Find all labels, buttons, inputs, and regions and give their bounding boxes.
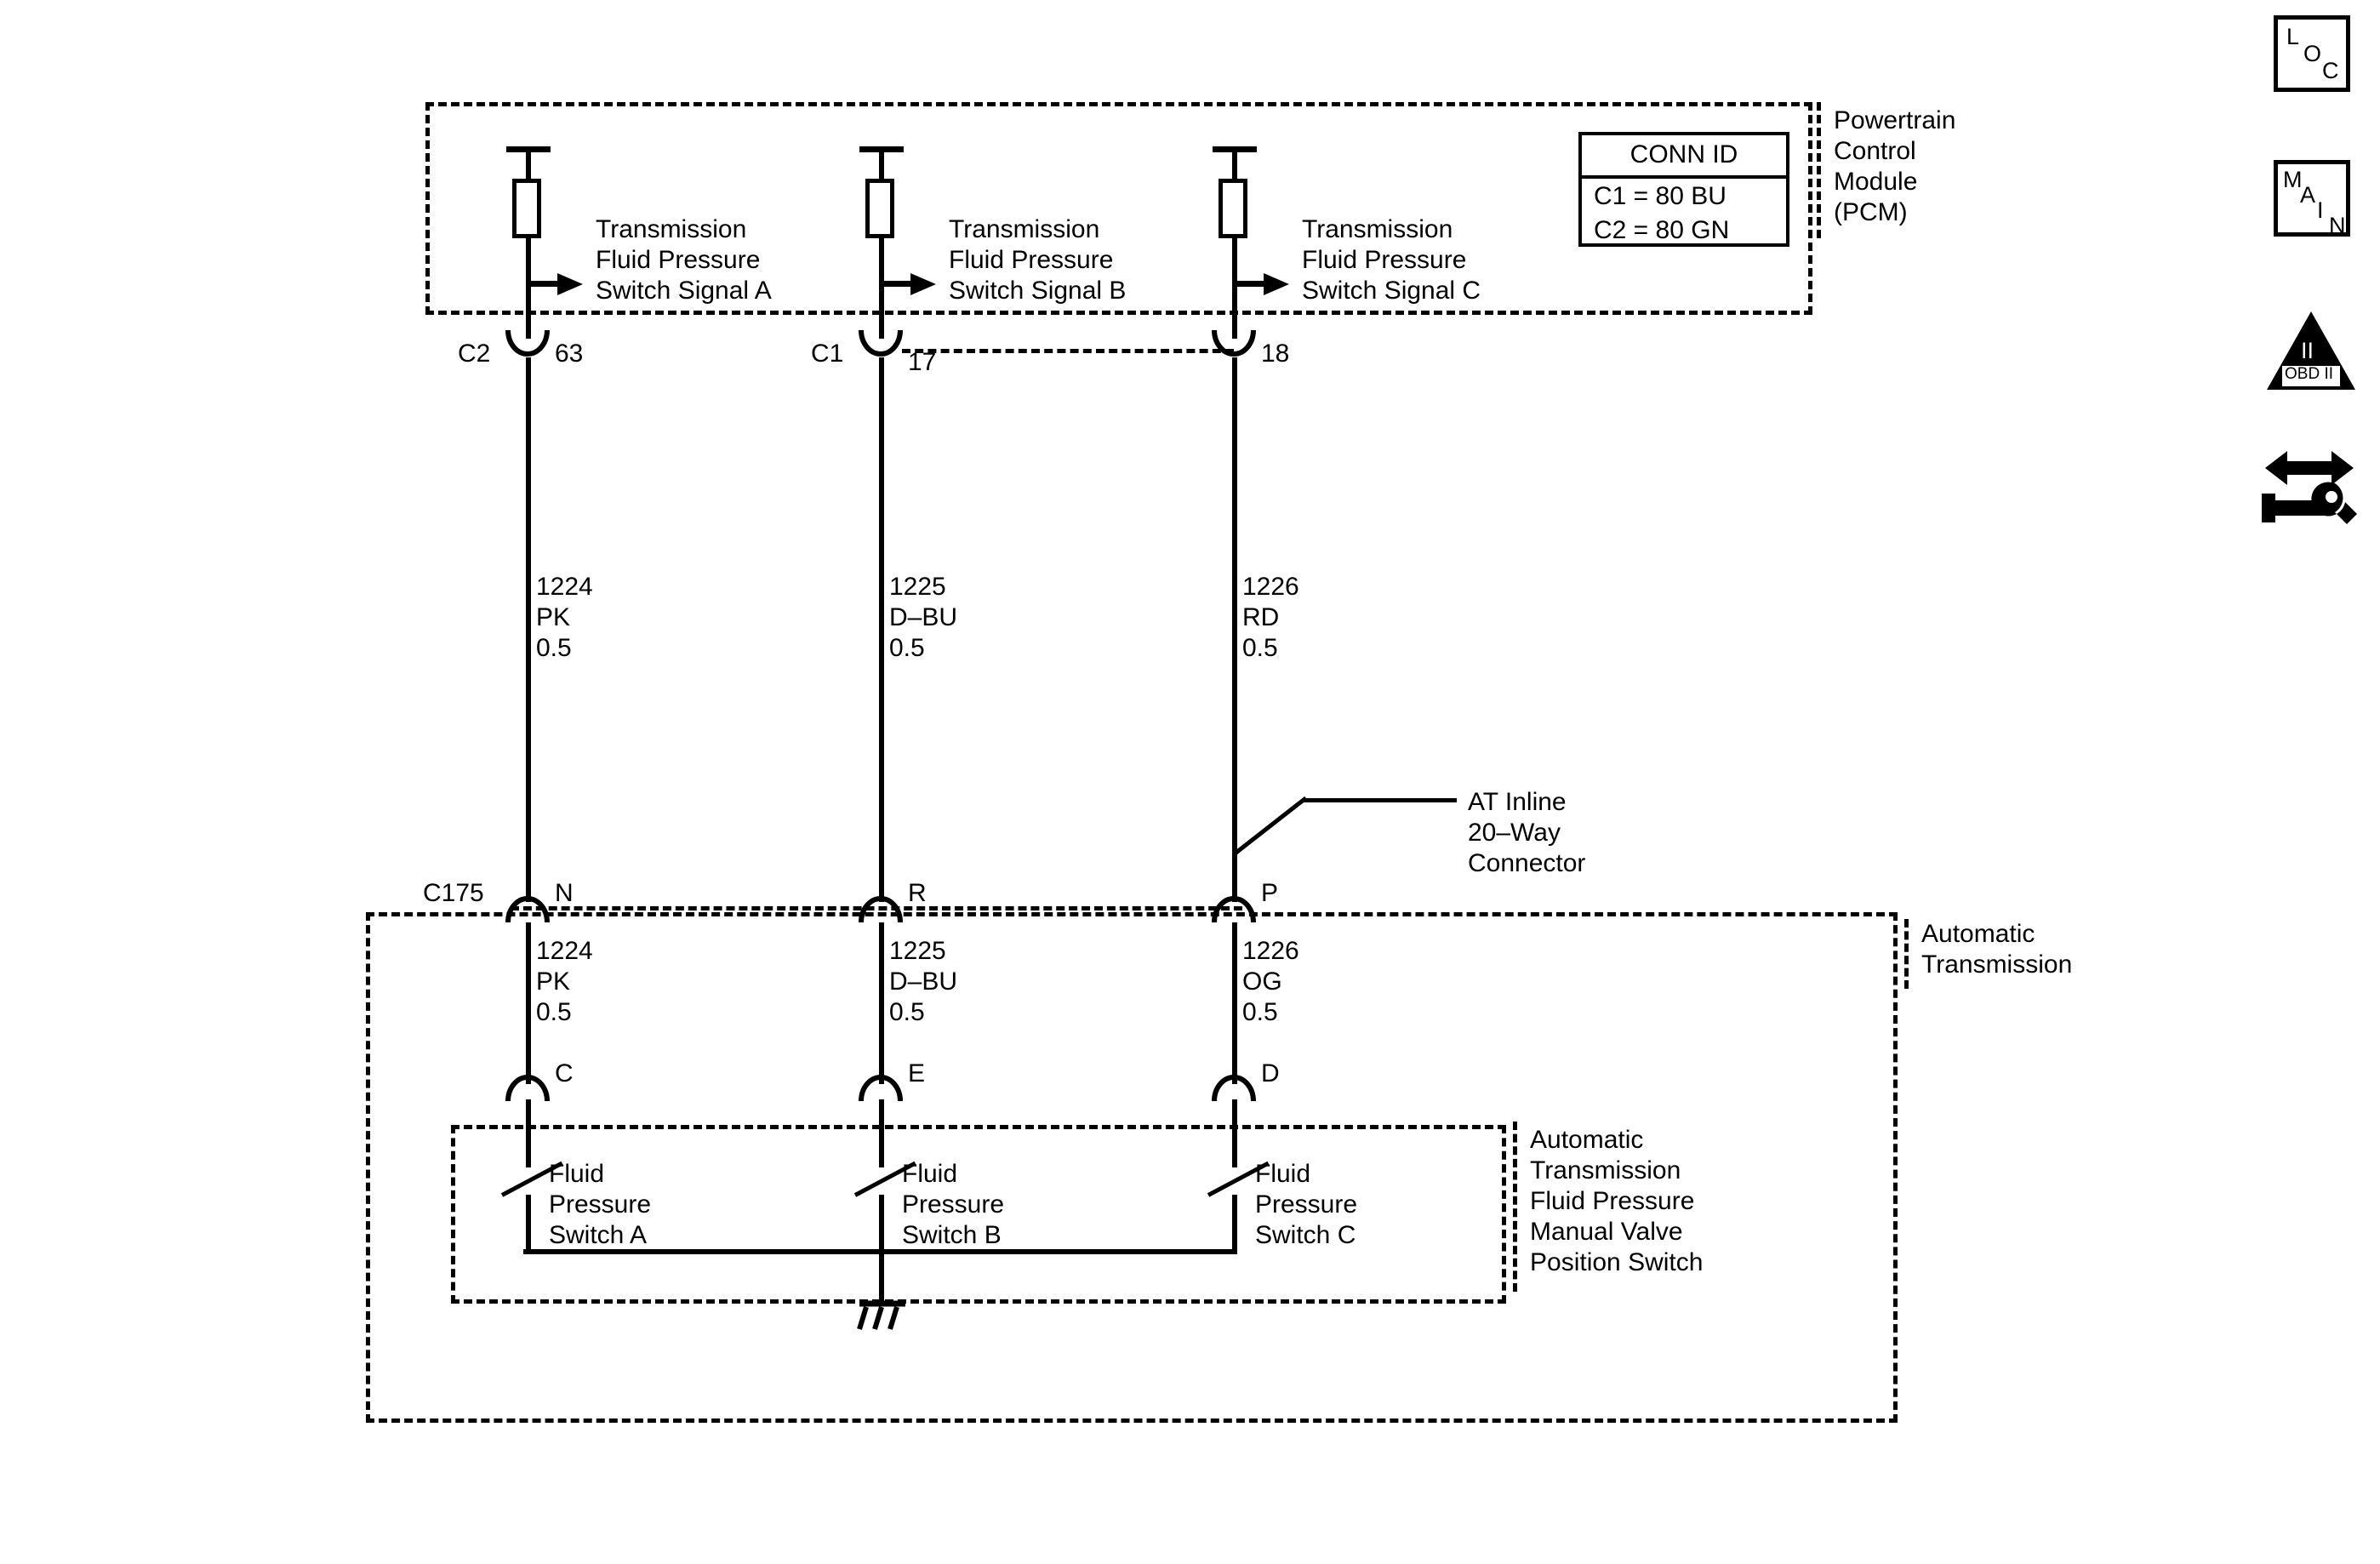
branch-b-wire-to-pin <box>879 237 884 339</box>
obd-ii-icon-label: OBD II <box>2285 365 2334 383</box>
lower-wire-a-circuit: 1224 <box>536 937 593 965</box>
pcm-label-line-3: (PCM) <box>1834 198 1908 226</box>
at-inline-label-line-1: 20–Way <box>1468 819 1561 847</box>
branch-a-long-wire <box>526 357 531 902</box>
switch-terminal-c-label: C <box>555 1059 574 1087</box>
wire-a-circuit: 1224 <box>536 573 593 601</box>
signal-a-label-line-1: Fluid Pressure <box>596 246 761 274</box>
main-icon-letter-3: N <box>2329 213 2346 238</box>
wire-b-color: D–BU <box>889 603 958 631</box>
branch-a-signal-arrow-shaft <box>526 281 562 287</box>
signal-c-label-line-2: Switch Signal C <box>1302 277 1481 305</box>
wire-c-circuit: 1226 <box>1242 573 1299 601</box>
branch-c-signal-arrowhead <box>1264 271 1293 298</box>
branch-c-signal-arrow-shaft <box>1232 281 1268 287</box>
obd-ii-icon[interactable] <box>2263 308 2359 403</box>
lower-wire-c-gauge: 0.5 <box>1242 998 1278 1026</box>
branch-b-long-wire <box>879 357 884 902</box>
loc-icon-letter-0: L <box>2286 24 2300 49</box>
pcm-pin-b-connector: C1 <box>811 340 844 368</box>
switch-terminal-d-label: D <box>1261 1059 1280 1087</box>
loc-icon[interactable] <box>2274 15 2350 92</box>
psa-label-line-3: Manual Valve <box>1530 1218 1683 1246</box>
wire-a-gauge: 0.5 <box>536 634 572 662</box>
branch-a-signal-arrowhead <box>557 271 586 298</box>
switch-b-label-line-2: Switch B <box>902 1221 1002 1249</box>
signal-a-label-line-0: Transmission <box>596 215 747 243</box>
branch-a-wire-to-pin <box>526 237 531 339</box>
switch-b-label-line-1: Pressure <box>902 1190 1005 1219</box>
main-icon-letter-2: I <box>2317 197 2324 223</box>
branch-b-signal-arrow-shaft <box>879 281 915 287</box>
lower-wire-b-gauge: 0.5 <box>889 998 925 1026</box>
pcm-label-line-1: Control <box>1834 137 1916 165</box>
switch-c-label-line-0: Fluid <box>1255 1160 1311 1188</box>
lower-wire-c-color: OG <box>1242 968 1282 996</box>
lower-wire-b-color: D–BU <box>889 968 958 996</box>
pcm-label-bracket <box>1817 102 1821 238</box>
pcm-label-line-2: Module <box>1834 168 1918 196</box>
at-inline-label-line-2: Connector <box>1468 849 1586 877</box>
signal-b-label-line-0: Transmission <box>949 215 1100 243</box>
c175-label: C175 <box>423 879 484 907</box>
psa-label-line-1: Transmission <box>1530 1156 1681 1184</box>
switch-a-label-line-2: Switch A <box>549 1221 648 1249</box>
switch-terminal-e-label: E <box>908 1059 926 1087</box>
at-inline-leader-diagonal <box>1234 796 1307 855</box>
switch-c-label-line-2: Switch C <box>1255 1221 1356 1249</box>
signal-c-label-line-1: Fluid Pressure <box>1302 246 1467 274</box>
pcm-label-line-0: Powertrain <box>1834 106 1956 134</box>
main-icon-letter-1: A <box>2300 182 2316 208</box>
main-icon[interactable] <box>2274 160 2350 237</box>
wire-a-color: PK <box>536 603 571 631</box>
signal-c-label-line-0: Transmission <box>1302 215 1453 243</box>
transmission-label-line-1: Transmission <box>1921 950 2073 979</box>
branch-c-long-wire <box>1232 357 1237 902</box>
transmission-label-bracket <box>1904 919 1909 989</box>
signal-b-label-line-1: Fluid Pressure <box>949 246 1114 274</box>
c175-terminal-p-label: P <box>1261 879 1279 907</box>
wrench-arrow-icon[interactable] <box>2253 434 2364 536</box>
pcm-pin-c-number: 18 <box>1261 340 1290 368</box>
main-icon-letter-0: M <box>2283 167 2303 192</box>
branch-c-top-stub <box>1232 146 1237 180</box>
at-inline-leader-horizontal <box>1304 798 1457 802</box>
branch-a-top-stub <box>526 146 531 180</box>
psa-label-line-0: Automatic <box>1530 1126 1644 1154</box>
transmission-label-line-0: Automatic <box>1921 920 2035 948</box>
switch-c-label-line-1: Pressure <box>1255 1190 1358 1219</box>
branch-a-switch-symbol <box>512 179 541 238</box>
wire-c-gauge: 0.5 <box>1242 634 1278 662</box>
lower-wire-c-circuit: 1226 <box>1242 937 1299 965</box>
pcm-pin-a-number: 63 <box>555 340 584 368</box>
conn-id-title: CONN ID <box>1582 135 1786 179</box>
branch-b-switch-symbol <box>865 179 894 238</box>
pcm-pin-b-number: 17 <box>908 348 937 376</box>
switch-b-label-line-0: Fluid <box>902 1160 958 1188</box>
pcm-connector-dashed-link <box>902 349 1234 353</box>
wire-b-gauge: 0.5 <box>889 634 925 662</box>
loc-icon-letter-1: O <box>2303 41 2322 66</box>
branch-c-switch-symbol <box>1219 179 1247 238</box>
signal-b-label-line-2: Switch Signal B <box>949 277 1127 305</box>
loc-icon-letter-2: C <box>2322 58 2339 83</box>
transmission-boundary <box>366 912 1898 1423</box>
switch-a-label-line-1: Pressure <box>549 1190 652 1219</box>
conn-id-row-1: C2 = 80 GN <box>1594 216 1730 244</box>
obd-ii-icon-top-label: II <box>2301 338 2314 363</box>
branch-b-top-stub <box>879 146 884 180</box>
branch-b-signal-arrowhead <box>910 271 939 298</box>
lower-wire-a-gauge: 0.5 <box>536 998 572 1026</box>
lower-wire-a-color: PK <box>536 968 571 996</box>
conn-id-row-0: C1 = 80 BU <box>1594 182 1726 210</box>
c175-dashed-link <box>511 906 1242 910</box>
wire-c-color: RD <box>1242 603 1280 631</box>
c175-terminal-r-label: R <box>908 879 927 907</box>
psa-label-line-4: Position Switch <box>1530 1248 1704 1276</box>
pcm-pin-a-connector: C2 <box>458 340 491 368</box>
at-inline-label-line-0: AT Inline <box>1468 788 1567 816</box>
psa-label-line-2: Fluid Pressure <box>1530 1187 1695 1215</box>
conn-id-box <box>1578 132 1789 247</box>
c175-terminal-n-label: N <box>555 879 574 907</box>
branch-c-wire-to-pin <box>1232 237 1237 339</box>
signal-a-label-line-2: Switch Signal A <box>596 277 772 305</box>
wire-b-circuit: 1225 <box>889 573 946 601</box>
lower-wire-b-circuit: 1225 <box>889 937 946 965</box>
switch-a-label-line-0: Fluid <box>549 1160 605 1188</box>
